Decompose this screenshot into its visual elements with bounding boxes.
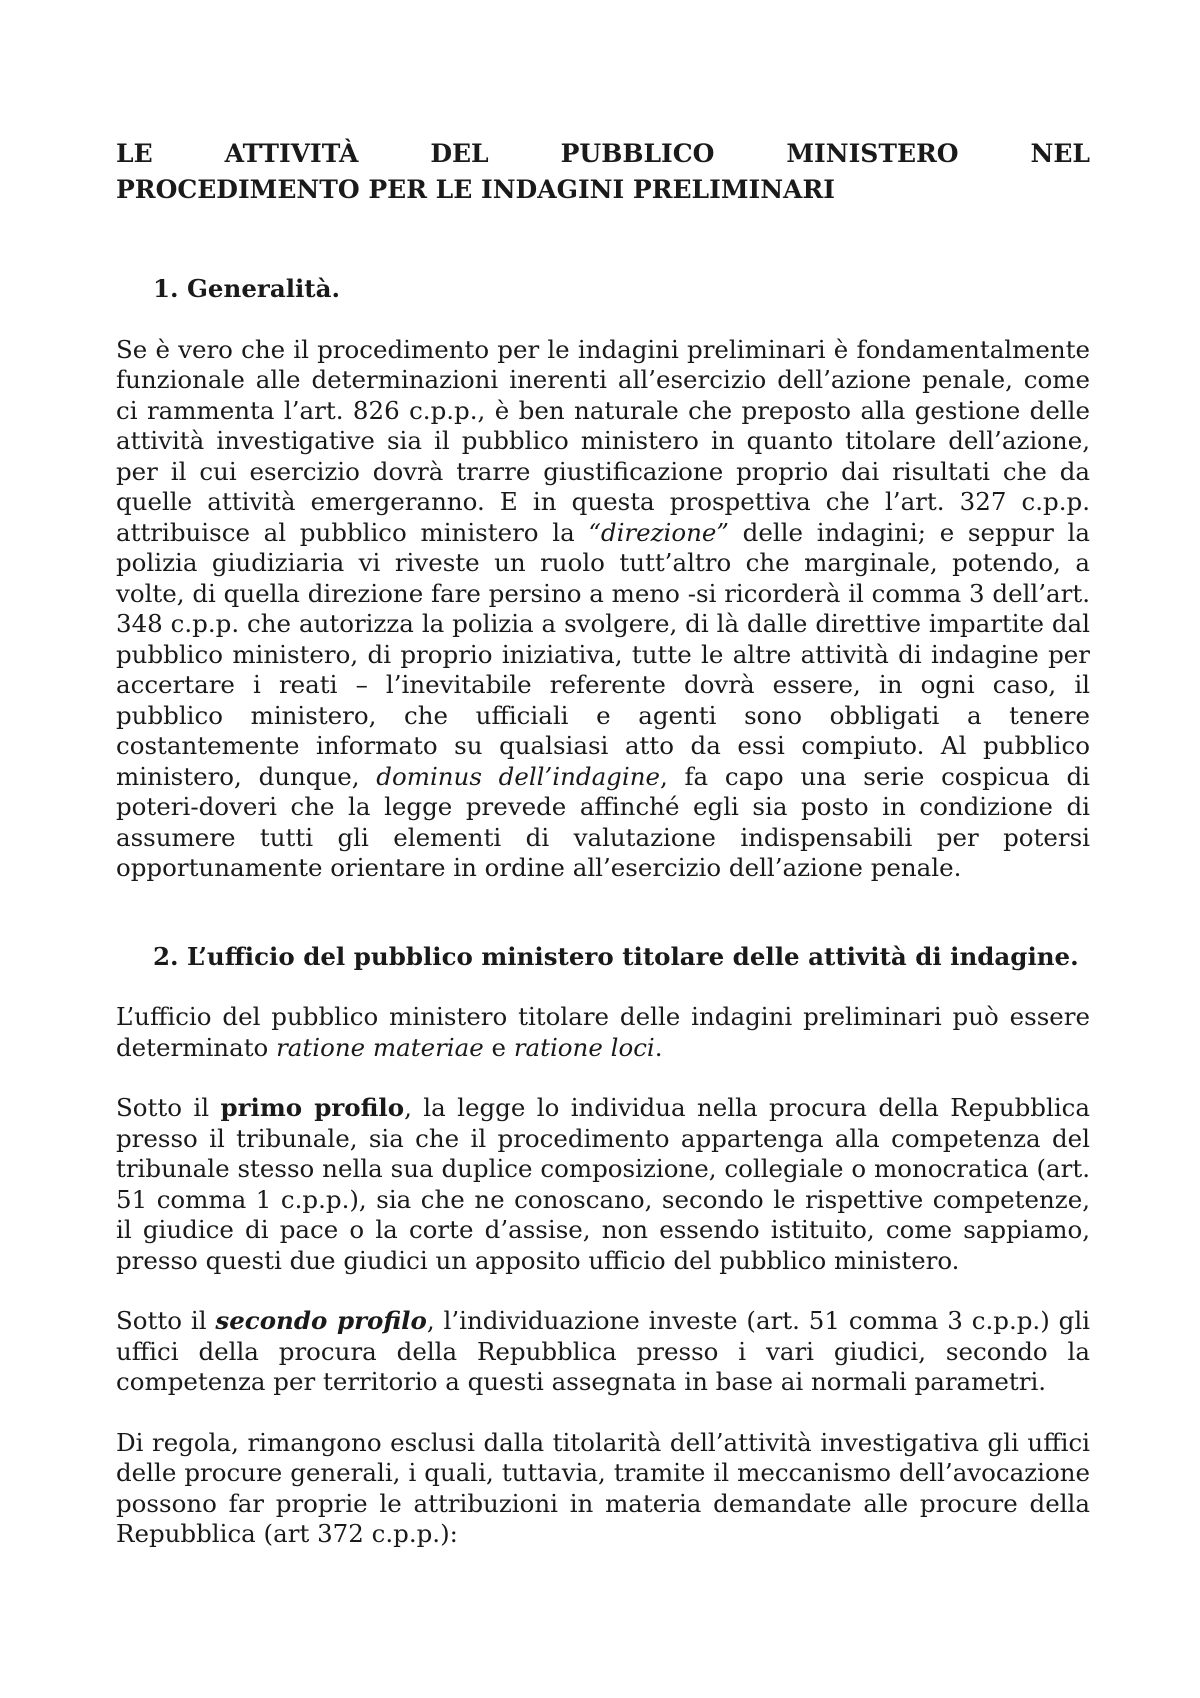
section-1-title: Generalità. [187,274,341,303]
section-2-heading [116,942,1090,973]
bold-primo-profilo: primo profilo [220,1093,405,1122]
text-run: Sotto il [116,1306,216,1335]
section-2-number: 2. [153,941,179,971]
paragraph-secondo-profilo [116,1306,1090,1398]
section-2-title: L’ufficio del pubblico ministero titolare delle attività di indagine. [187,941,1079,971]
document-page [116,136,1090,1550]
section-1-heading [116,274,1090,305]
text-run: Di regola, rimangono esclusi dalla titolarità dell’attività investigativa gli uffici delle procure generali, i quali, tuttavia, tramite il meccanismo dell’avocazione possono far proprie le attribuzioni in materia demandate alle procure della Repubblica (art 372 c.p.p.): [116,1427,1090,1548]
text-run: , l’individuazione investe (art. 51 comma 3 c.p.p.) gli uffici della procura della Repubblica presso i vari giudici, secondo la competenza per territorio a questi assegnata in base ai normali parametri. [116,1306,1091,1396]
italic-dominus: dominus dell’indagine [376,761,660,791]
paragraph-di-regola [116,1428,1090,1550]
text-run: delle indagini; e seppur la polizia giudiziaria vi riveste un ruolo tutt’altro che marginale, potendo, a volte, di quella direzione fare persino a meno -si ricorderà il comma 3 dell’art. 348 c.p.p. che autorizza la polizia a svolgere, di là dalle direttive impartite dal pubblico ministero, di proprio iniziativa, tutte le altre attività di indagine per accertare i reati – l’inevitabile referente dovrà essere, in ogni caso, il pubblico ministero, che ufficiali e agenti sono obbligati a tenere costantemente informato su qualsiasi atto da essi compiuto. Al pubblico ministero, dunque, [116,517,1090,791]
bold-italic-secondo-profilo: secondo profilo [215,1306,427,1335]
text-run: L’ufficio del pubblico ministero titolare delle indagini preliminari può essere determinato [116,1002,1090,1062]
document-title [116,136,1090,208]
italic-ratione-materiae: ratione materiae [276,1032,484,1062]
text-run: , fa capo una serie cospicua di poteri-doveri che la legge prevede affinché egli sia posto in condizione di assumere tutti gli elementi di valutazione indispensabili per potersi opportunamente orientare in ordine all’esercizio dell’azione penale. [116,761,1090,882]
text-run: Se è vero che il procedimento per le indagini preliminari è fondamentalmente funzionale alle determinazioni inerenti all’esercizio dell’azione penale, come ci rammenta l’art. 826 c.p.p., è ben naturale che preposto alla gestione delle attività investigative sia il pubblico ministero in quanto titolare dell’azione, per il cui esercizio dovrà trarre giustificazione proprio dai risultati che da quelle attività emergeranno. E in questa prospettiva che l’art. 327 c.p.p. attribuisce al pubblico ministero la [116,334,1090,547]
section-1-number: 1. [153,274,179,303]
text-run: Sotto il [116,1093,221,1122]
paragraph-ufficio [116,1002,1090,1063]
text-run: . [654,1032,663,1062]
paragraph-primo-profilo [116,1093,1090,1276]
italic-ratione-loci: ratione loci [513,1032,655,1062]
title-line-2: PROCEDIMENTO PER LE INDAGINI PRELIMINARI [116,175,835,204]
italic-direzione: “direzione” [588,517,729,547]
paragraph-generalita [116,335,1090,884]
text-run: , la legge lo individua nella procura della Repubblica presso il tribunale, sia che il procedimento appartenga alla competenza del tribunale stesso nella sua duplice composizione, collegiale o monocratica (art. 51 comma 1 c.p.p.), sia che ne conoscano, secondo le rispettive competenze, il giudice di pace o la corte d’assise, non essendo istituito, come sappiamo, presso questi due giudici un apposito ufficio del pubblico ministero. [116,1093,1090,1275]
text-run: e [483,1032,514,1062]
title-line-1: LE ATTIVITÀ DEL PUBBLICO MINISTERO NEL [116,139,1090,168]
